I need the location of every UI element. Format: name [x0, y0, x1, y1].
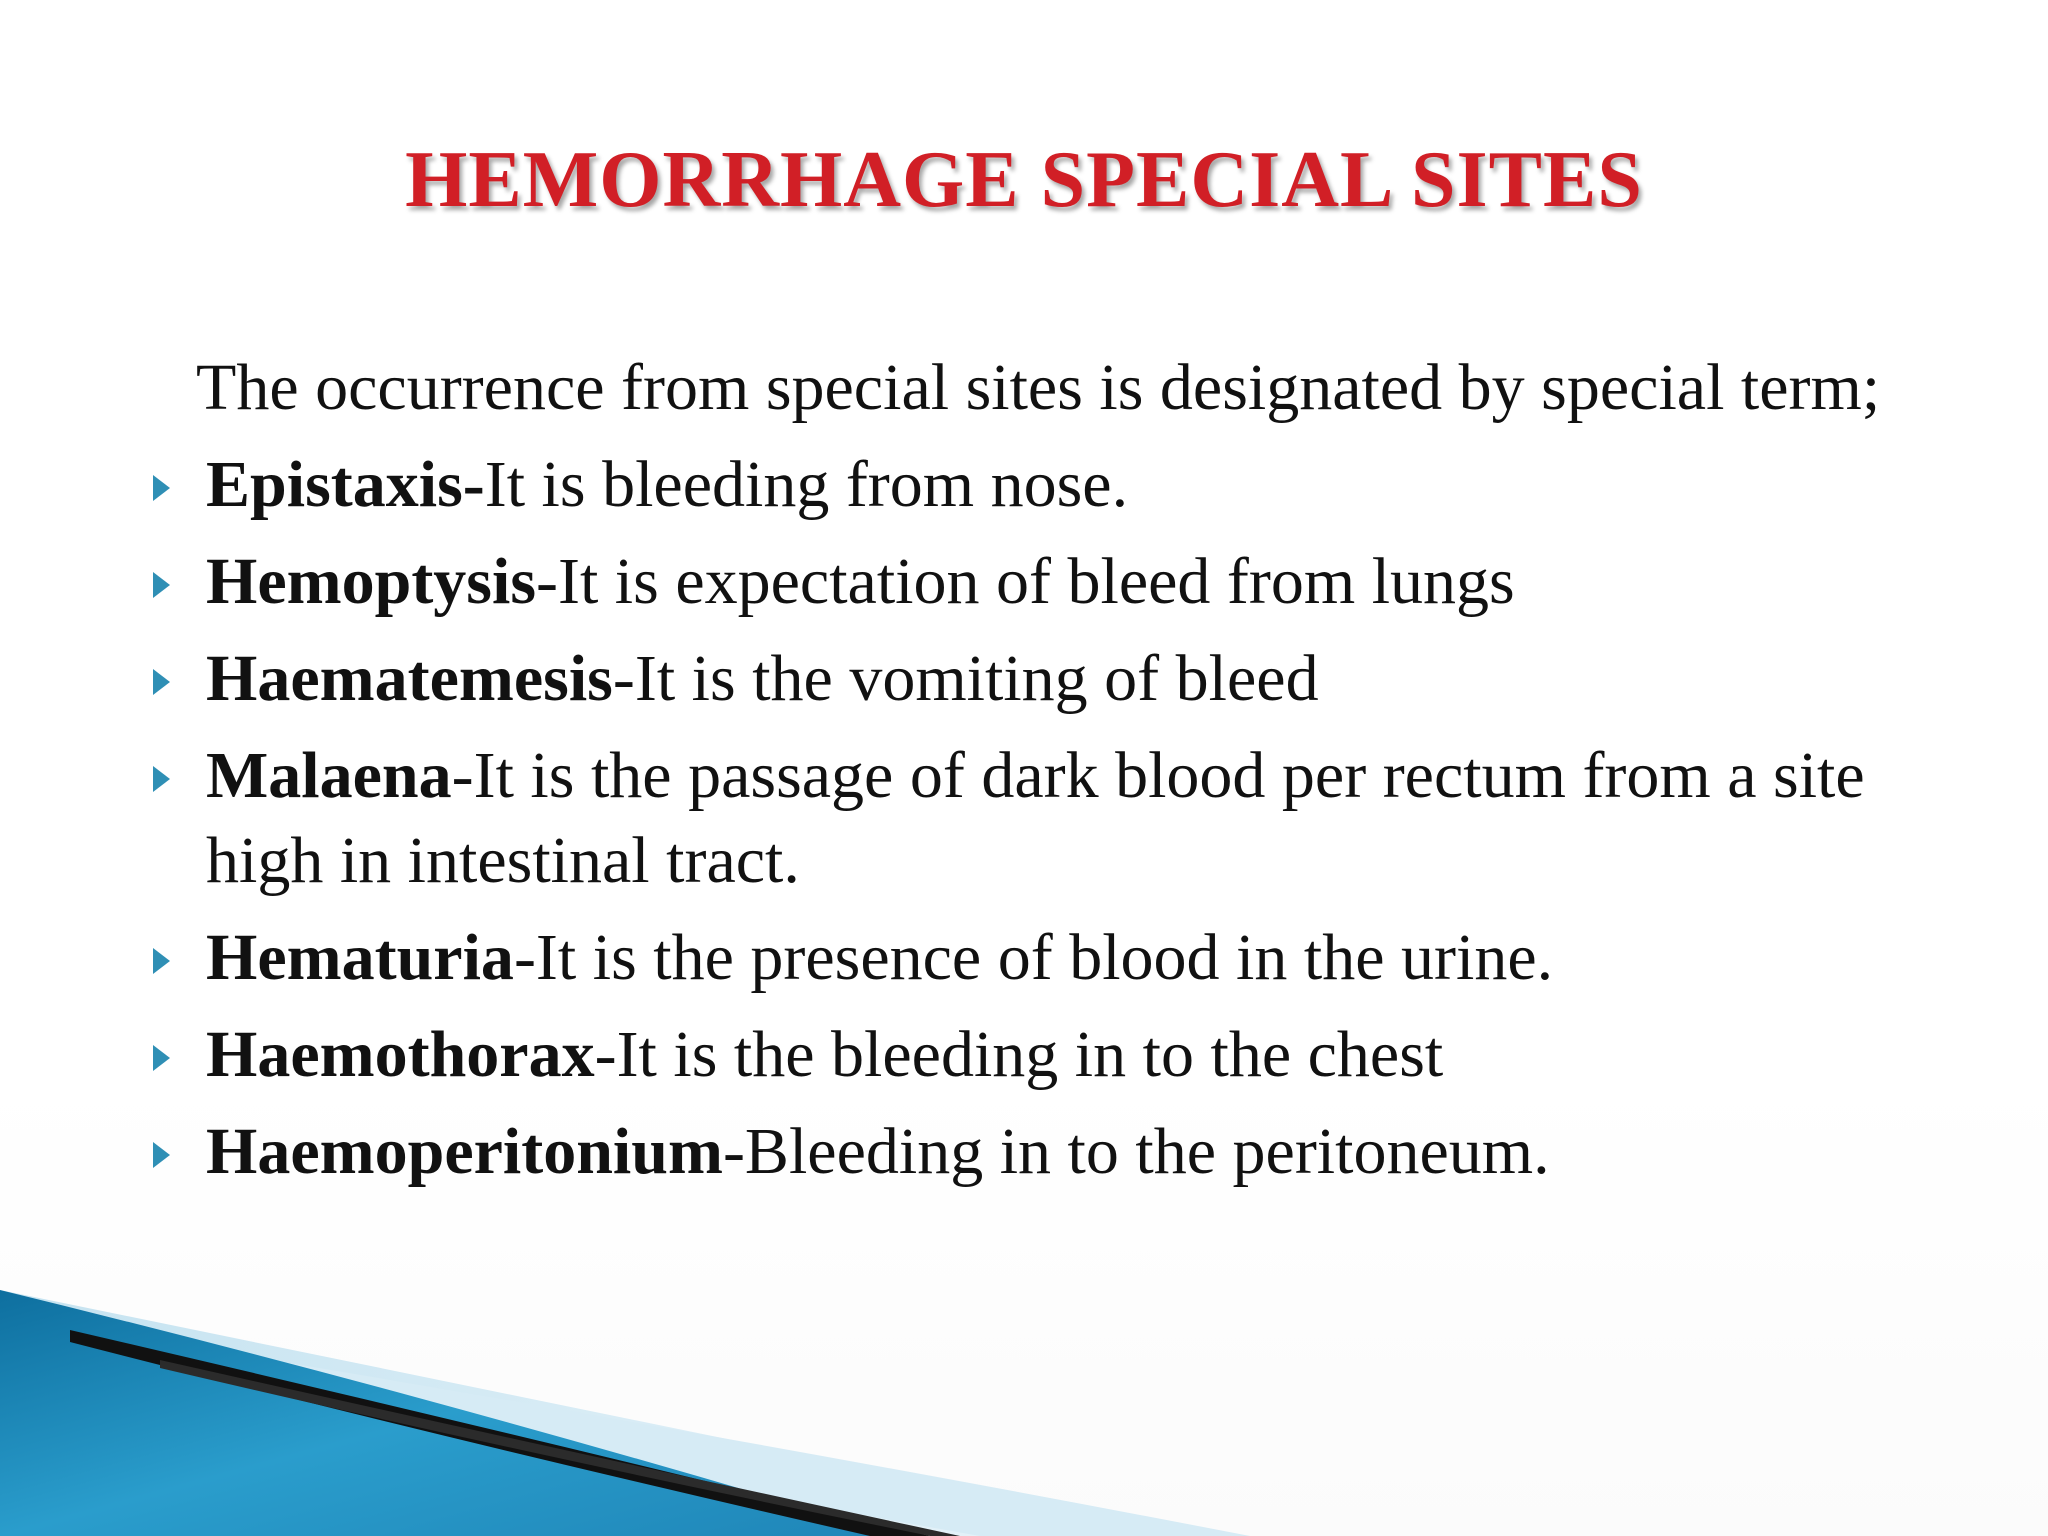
term: Hematuria — [206, 921, 514, 994]
term: Haemothorax — [206, 1018, 595, 1091]
definition: -It is the presence of blood in the urine. — [513, 921, 1554, 994]
list-item — [140, 442, 1920, 527]
slide-title: HEMORRHAGE SPECIAL SITES — [405, 136, 1643, 224]
list-item — [140, 539, 1920, 624]
term: Epistaxis- — [206, 448, 485, 521]
list-item — [140, 1109, 1920, 1194]
definition: -It is the vomiting of bleed — [612, 642, 1319, 715]
slide-body — [140, 345, 1920, 1206]
triangle-right-icon — [153, 766, 170, 792]
definition: -It is expectation of bleed from lungs — [536, 545, 1515, 618]
definition: -Bleeding in to the peritoneum. — [722, 1115, 1550, 1188]
triangle-right-icon — [153, 1045, 170, 1071]
list-item — [140, 636, 1920, 721]
definition: -It is the bleeding in to the chest — [594, 1018, 1444, 1091]
triangle-right-icon — [153, 669, 170, 695]
term: Hemoptysis — [206, 545, 536, 618]
triangle-right-icon — [153, 572, 170, 598]
term: Haemoperitonium — [206, 1115, 723, 1188]
term: Haematemesis — [206, 642, 613, 715]
triangle-right-icon — [153, 1142, 170, 1168]
triangle-right-icon — [153, 948, 170, 974]
list-item — [140, 733, 1920, 903]
bullet-list — [140, 442, 1920, 1194]
intro-paragraph: The occurrence from special sites is designated by special term; — [196, 351, 1881, 424]
list-item — [140, 915, 1920, 1000]
definition: -It is the passage of dark blood per rectum from a site high in intestinal tract. — [206, 739, 1865, 897]
definition: It is bleeding from nose. — [484, 448, 1129, 521]
list-item — [140, 1012, 1920, 1097]
term: Malaena — [206, 739, 452, 812]
triangle-right-icon — [153, 475, 170, 501]
